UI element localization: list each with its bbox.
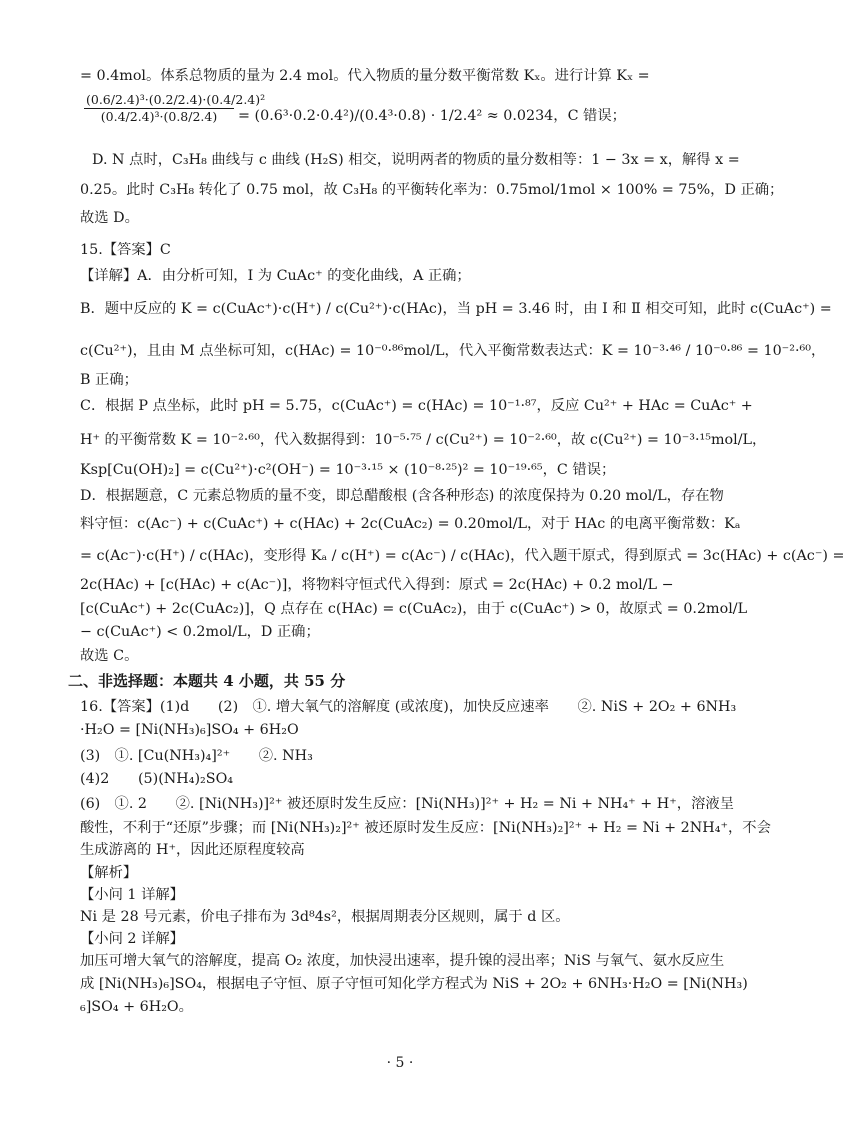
text-line: 生成游离的 H⁺，因此还原程度较高 [80, 842, 305, 858]
text-line: = (0.6³·0.2·0.4²)/(0.4³·0.8) · 1/2.4² ≈ 0.0234，C 错误； [238, 108, 626, 124]
analysis-heading: 【解析】 [80, 865, 138, 881]
fraction-numerator: (0.6/2.4)³·(0.2/2.4)·(0.4/2.4)² [86, 92, 266, 107]
text-line: 故选 C。 [80, 648, 139, 664]
text-line: D. N 点时，C₃H₈ 曲线与 c 曲线 (H₂S) 相交，说明两者的物质的量分数相等：1 − 3x = x，解得 x = [92, 152, 740, 168]
section-heading: 二、非选择题：本题共 4 小题，共 55 分 [68, 672, 346, 690]
kx-fraction [84, 92, 266, 125]
subquestion-heading: 【小问 2 详解】 [80, 931, 184, 947]
text-line: ·H₂O = [Ni(NH₃)₆]SO₄ + 6H₂O [80, 722, 299, 738]
subquestion-heading: 【小问 1 详解】 [80, 887, 184, 903]
text-line: Ni 是 28 号元素，价电子排布为 3d⁸4s²，根据周期表分区规则，属于 d 区。 [80, 909, 570, 925]
text-line: Ksp[Cu(OH)₂] = c(Cu²⁺)·c²(OH⁻) = 10⁻³·¹⁵ × (10⁻⁸·²⁵)² = 10⁻¹⁹·⁶⁵，C 错误； [80, 462, 616, 478]
text-line: 【详解】A．由分析可知，Ⅰ 为 CuAc⁺ 的变化曲线，A 正确； [80, 268, 471, 284]
text-line: 0.25。此时 C₃H₈ 转化了 0.75 mol，故 C₃H₈ 的平衡转化率为：0.75mol/1mol × 100% = 75%，D 正确； [80, 182, 784, 198]
text-line: 2c(HAc) + [c(HAc) + c(Ac⁻)]，将物料守恒式代入得到：原式 = 2c(HAc) + 0.2 mol/L − [80, 577, 674, 593]
text-line: 成 [Ni(NH₃)₆]SO₄，根据电子守恒、原子守恒可知化学方程式为 NiS + 2O₂ + 6NH₃·H₂O = [Ni(NH₃) [80, 976, 748, 992]
question-15-answer: 15.【答案】C [80, 242, 171, 258]
text-line: 料守恒：c(Ac⁻) + c(CuAc⁺) + c(HAc) + 2c(CuAc₂) = 0.20mol/L，对于 HAc 的电离平衡常数：Kₐ [80, 516, 741, 532]
page-number: · 5 · [386, 1055, 414, 1071]
text-line: = 0.4mol。体系总物质的量为 2.4 mol。代入物质的量分数平衡常数 Kₓ。进行计算 Kₓ = [80, 68, 650, 84]
text-line: B．题中反应的 K = c(CuAc⁺)·c(H⁺) / c(Cu²⁺)·c(HAc)，当 pH = 3.46 时，由 Ⅰ 和 Ⅱ 相交可知，此时 c(CuAc⁺) = [80, 301, 832, 317]
text-line: (3) ①. [Cu(NH₃)₄]²⁺ ②. NH₃ [80, 748, 313, 764]
text-line: B 正确； [80, 372, 138, 388]
text-line: 加压可增大氧气的溶解度，提高 O₂ 浓度，加快浸出速率，提升镍的浸出率；NiS 与氧气、氨水反应生 [80, 953, 725, 969]
text-line: (4)2 (5)(NH₄)₂SO₄ [80, 771, 234, 787]
text-line: 酸性，不利于“还原”步骤；而 [Ni(NH₃)₂]²⁺ 被还原时发生反应：[Ni(NH₃)₂]²⁺ + H₂ = Ni + 2NH₄⁺，不会 [80, 820, 771, 836]
text-line: H⁺ 的平衡常数 K = 10⁻²·⁶⁰，代入数据得到：10⁻⁵·⁷⁵ / c(Cu²⁺) = 10⁻²·⁶⁰，故 c(Cu²⁺) = 10⁻³·¹⁵mol/L， [80, 432, 767, 448]
text-line: D．根据题意，C 元素总物质的量不变，即总醋酸根 (含各种形态) 的浓度保持为 0.20 mol/L，存在物 [80, 488, 724, 504]
question-16-answer: 16.【答案】(1)d (2) ①. 增大氧气的溶解度 (或浓度)，加快反应速率 ②. NiS + 2O₂ + 6NH₃ [80, 699, 737, 715]
text-line: c(Cu²⁺)，且由 M 点坐标可知，c(HAc) = 10⁻⁰·⁸⁶mol/L，代入平衡常数表达式：K = 10⁻³·⁴⁶ / 10⁻⁰·⁸⁶ = 10⁻²·⁶⁰， [80, 343, 826, 359]
text-line: 故选 D。 [80, 210, 139, 226]
text-line: [c(CuAc⁺) + 2c(CuAc₂)]，Q 点存在 c(HAc) = c(CuAc₂)，由于 c(CuAc⁺) > 0，故原式 = 0.2mol/L [80, 601, 748, 617]
fraction-denominator: (0.4/2.4)³·(0.8/2.4) [100, 109, 218, 124]
text-line: − c(CuAc⁺) < 0.2mol/L，D 正确； [80, 624, 320, 640]
text-line: = c(Ac⁻)·c(H⁺) / c(HAc)，变形得 Kₐ / c(H⁺) = c(Ac⁻) / c(HAc)，代入题干原式，得到原式 = 3c(HAc) + c(Ac⁻) = [80, 548, 844, 564]
text-line: C．根据 P 点坐标，此时 pH = 5.75，c(CuAc⁺) = c(HAc) = 10⁻¹·⁸⁷，反应 Cu²⁺ + HAc = CuAc⁺ + [80, 398, 753, 414]
text-line: ₆]SO₄ + 6H₂O。 [80, 999, 193, 1015]
text-line: (6) ①. 2 ②. [Ni(NH₃)]²⁺ 被还原时发生反应：[Ni(NH₃)]²⁺ + H₂ = Ni + NH₄⁺ + H⁺，溶液呈 [80, 796, 734, 812]
